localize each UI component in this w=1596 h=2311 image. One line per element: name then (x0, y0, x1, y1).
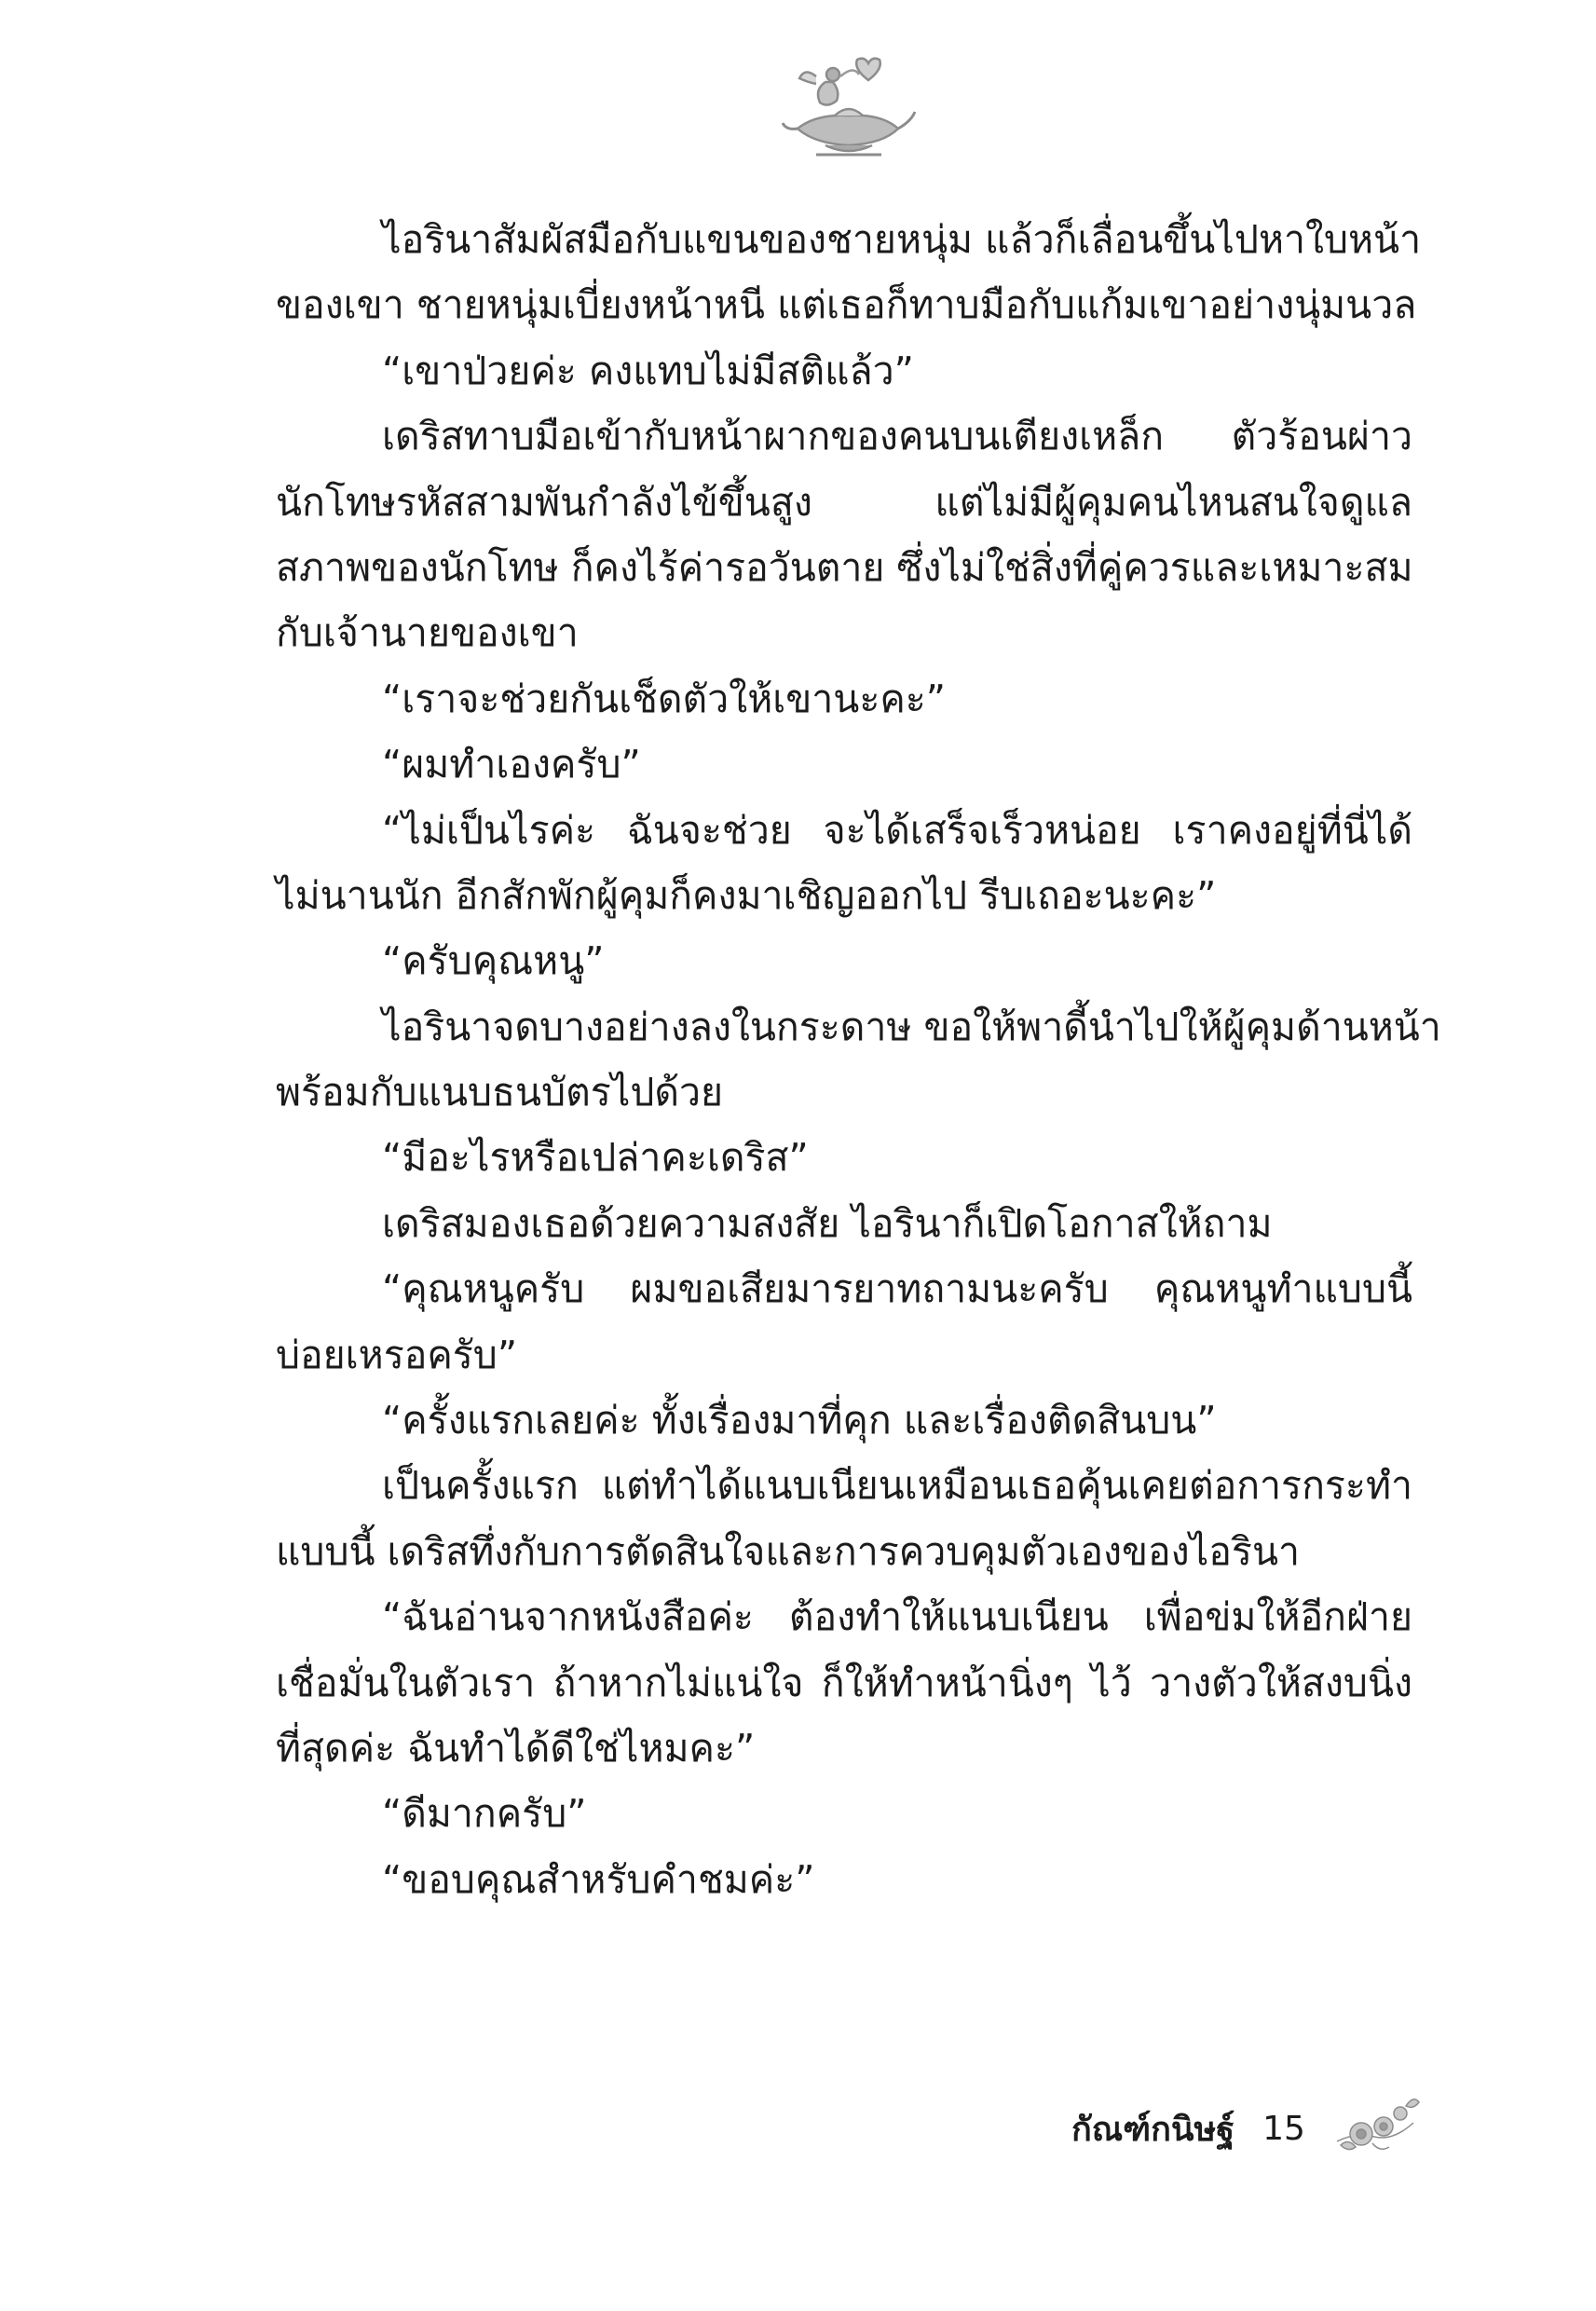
text-line: เชื่อมั่นในตัวเรา ถ้าหากไม่แน่ใจ ก็ให้ทำหน้านิ่งๆ ไว้ วางตัวให้สงบนิ่ง (276, 1660, 1412, 1705)
text-line: บ่อยเหรอครับ” (276, 1332, 518, 1377)
teapot-cupid-ornament-icon (779, 54, 919, 171)
text-line: “คุณหนูครับ ผมขอเสียมารยาทถามนะครับ คุณหนูทำแบบนี้ (382, 1266, 1412, 1312)
text-line: “ผมทำเองครับ” (382, 742, 641, 787)
flower-ornament-icon (1328, 2085, 1421, 2160)
text-line: นักโทษรหัสสามพันกำลังไข้ขึ้นสูง แต่ไม่มีผู้คุมคนไหนสนใจดูแล (276, 479, 1412, 525)
text-line: “มีอะไรหรือเปล่าคะเดริส” (382, 1135, 809, 1181)
text-line: “ไม่เป็นไรค่ะ ฉันจะช่วย จะได้เสร็จเร็วหน่อย เราคงอยู่ที่นี่ได้ (382, 807, 1412, 853)
page-footer (1071, 2100, 1305, 2156)
text-line: ไม่นานนัก อีกสักพักผู้คุมก็คงมาเชิญออกไป รีบเถอะนะคะ” (276, 872, 1217, 918)
text-line: แบบนี้ เดริสทึ่งกับการตัดสินใจและการควบคุมตัวเองของไอรินา (276, 1528, 1300, 1574)
text-line: พร้อมกับแนบธนบัตรไปด้วย (276, 1070, 724, 1115)
text-line: ไอรินาสัมผัสมือกับแขนของชายหนุ่ม แล้วก็เลื่อนขึ้นไปหาใบหน้า (382, 217, 1422, 262)
text-line: เดริสมองเธอด้วยความสงสัย ไอรินาก็เปิดโอกาสให้ถาม (382, 1200, 1273, 1246)
text-line: “ฉันอ่านจากหนังสือค่ะ ต้องทำให้แนบเนียน เพื่อข่มให้อีกฝ่าย (382, 1594, 1412, 1640)
page-number: 15 (1262, 2109, 1305, 2148)
text-line: “เขาป่วยค่ะ คงแทบไม่มีสติแล้ว” (382, 348, 914, 393)
text-line: “ขอบคุณสำหรับคำชมค่ะ” (382, 1856, 815, 1902)
text-line: สภาพของนักโทษ ก็คงไร้ค่ารอวันตาย ซึ่งไม่ใช่สิ่งที่คู่ควรและเหมาะสม (276, 544, 1413, 590)
text-line: ที่สุดค่ะ ฉันทำได้ดีใช่ไหมคะ” (276, 1725, 756, 1771)
text-line: “เราจะช่วยกันเช็ดตัวให้เขานะคะ” (382, 676, 947, 721)
text-line: “ครับคุณหนู” (382, 938, 605, 984)
text-line: ของเขา ชายหนุ่มเบี่ยงหน้าหนี แต่เธอก็ทาบมือกับแก้มเขาอย่างนุ่มนวล (276, 282, 1417, 328)
text-line: “ครั้งแรกเลยค่ะ ทั้งเรื่องมาที่คุก และเรื่องติดสินบน” (382, 1398, 1217, 1443)
footer-author: กัณฑ์กนิษฐ์ (1071, 2110, 1235, 2149)
text-line: เดริสทาบมือเข้ากับหน้าผากของคนบนเตียงเหล็ก ตัวร้อนผ่าว (382, 414, 1412, 459)
text-line: “ดีมากครับ” (382, 1791, 587, 1837)
body-text (276, 207, 1441, 1912)
text-line: กับเจ้านายของเขา (276, 610, 579, 656)
text-line: เป็นครั้งแรก แต่ทำได้แนบเนียนเหมือนเธอคุ้นเคยต่อการกระทำ (382, 1463, 1412, 1509)
text-line: ไอรินาจดบางอย่างลงในกระดาษ ขอให้พาดี้นำไปให้ผู้คุมด้านหน้า (382, 1004, 1441, 1049)
